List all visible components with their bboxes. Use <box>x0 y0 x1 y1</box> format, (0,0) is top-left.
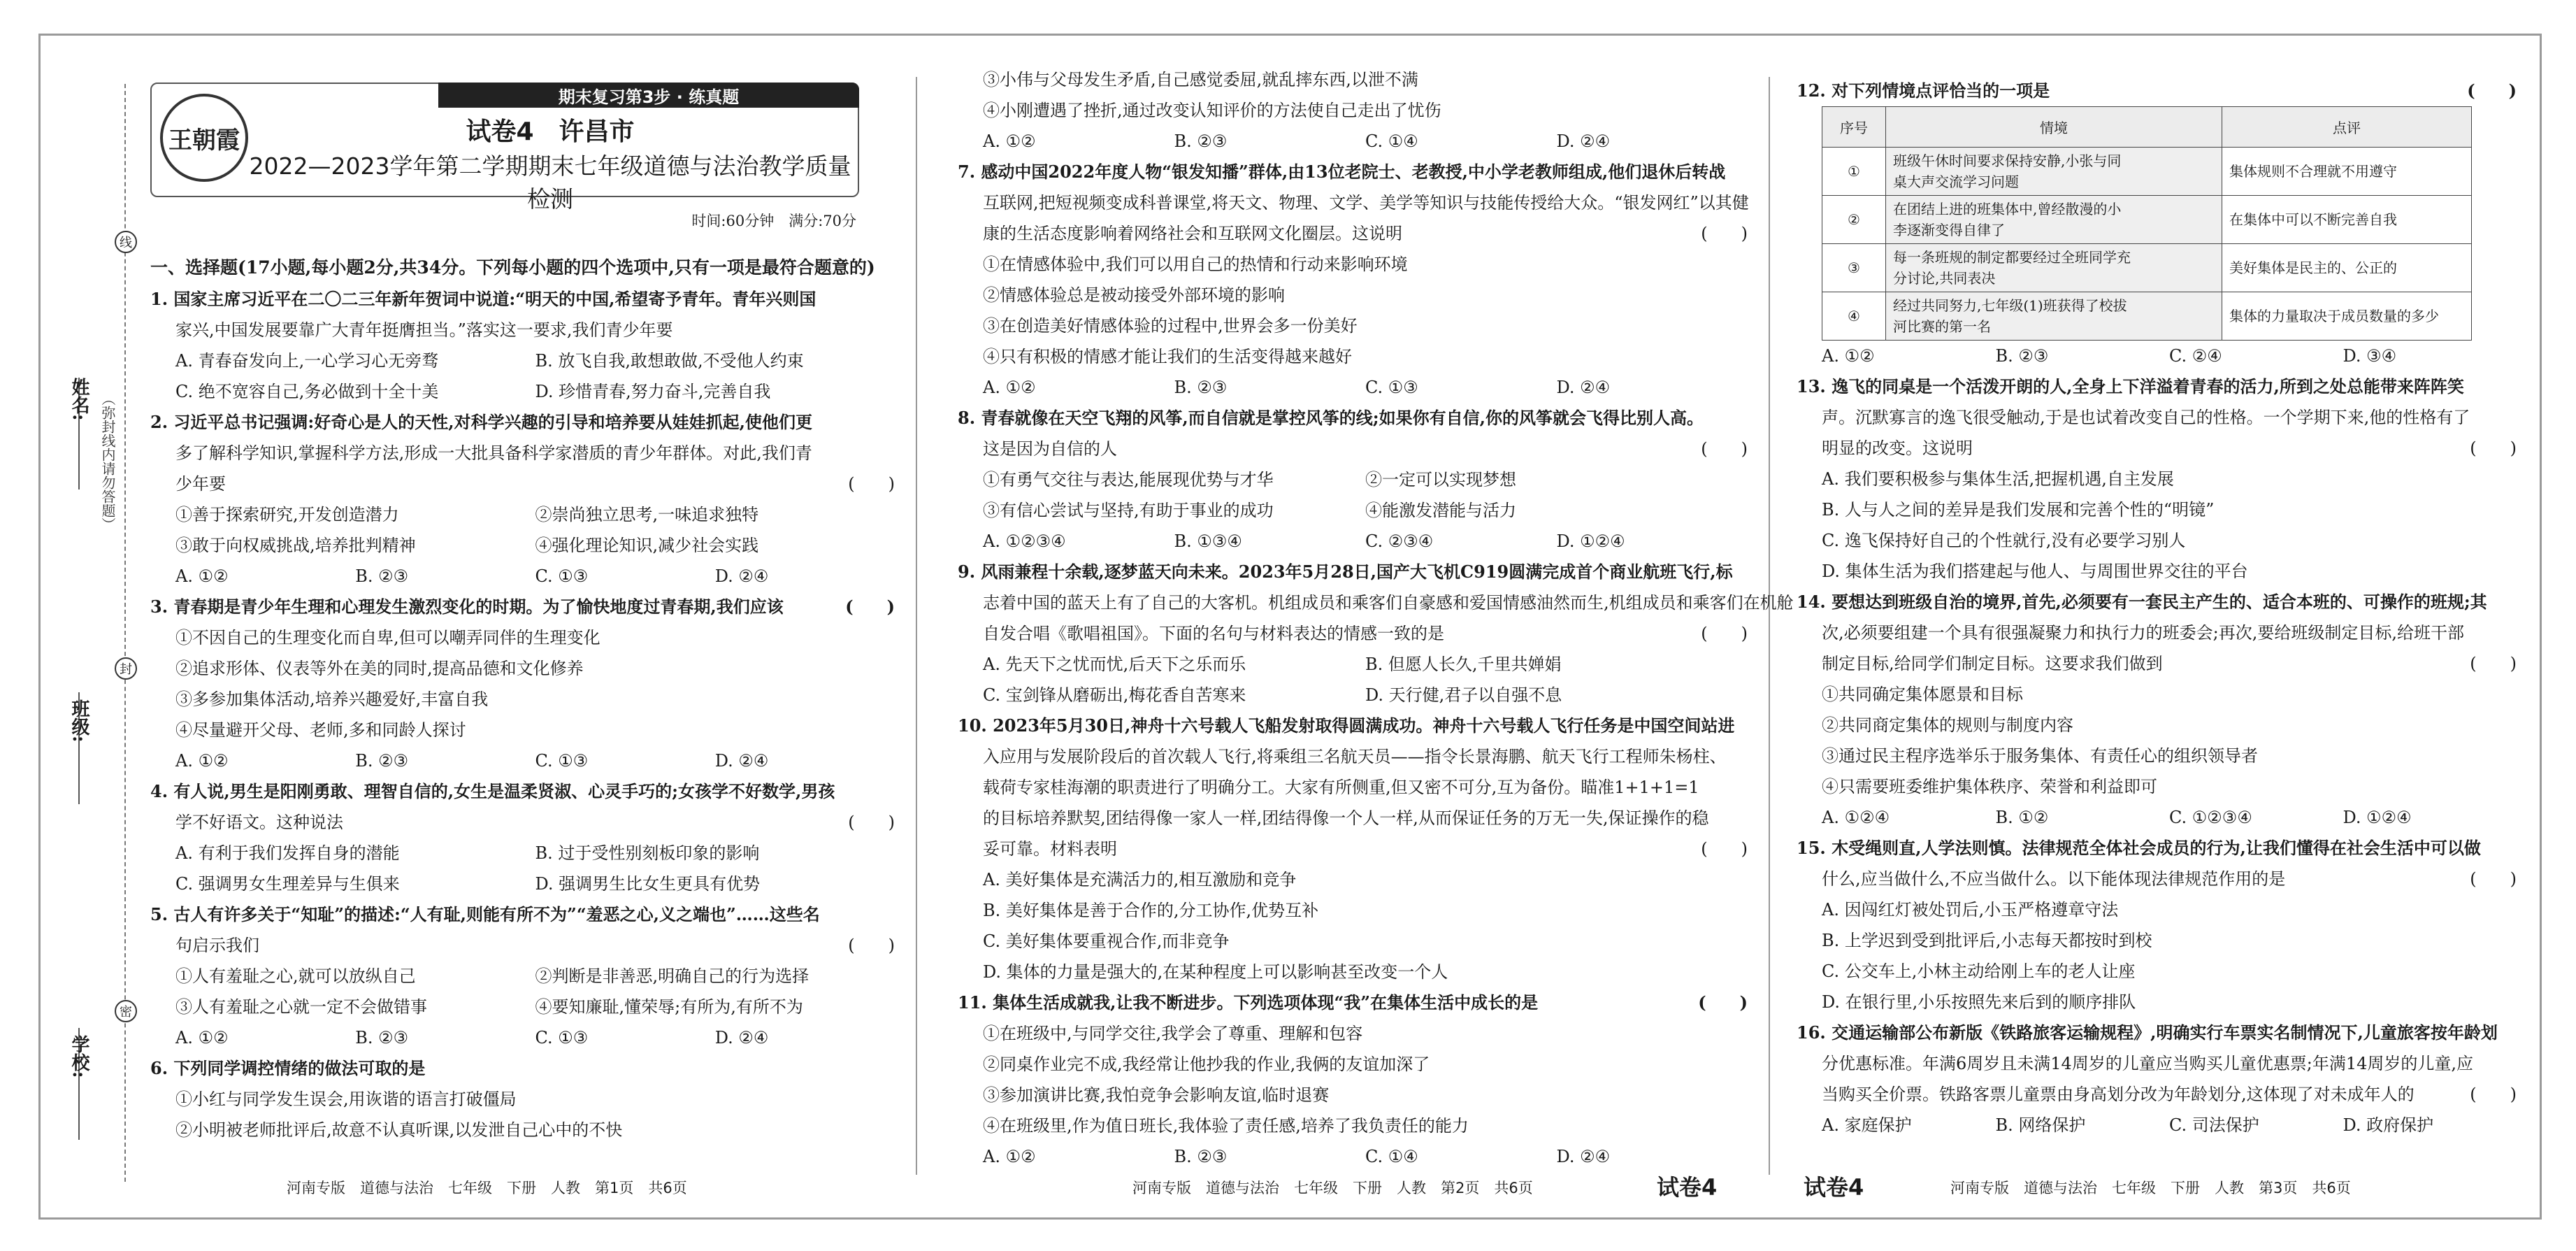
statement: ②崇尚独立思考,一味追求独特 <box>535 505 759 524</box>
statements <box>958 464 1748 495</box>
question-text: 什么,应当做什么,不应当做什么。以下能体现法律规范作用的是 ( ) <box>1797 864 2517 894</box>
statement: ①人有羞耻之心,就可以放纵自己 <box>175 966 416 986</box>
statement: ④尽量避开父母、老师,多和同龄人探讨 <box>175 720 466 740</box>
scenario-cell: 班级午休时间要求保持安静,小张与同 桌大声交流学习问题 <box>1886 148 2222 196</box>
option-b[interactable]: B. 美好集体是善于合作的,分工协作,优势互补 <box>983 901 1319 920</box>
options <box>150 745 895 776</box>
question-text: 的目标培养默契,团结得像一家人一样,团结得像一个人一样,从而保证任务的万无一失,保证操作的稳 <box>983 808 1709 828</box>
statements <box>150 992 895 1022</box>
option-b[interactable]: B. ②③ <box>355 751 409 771</box>
table-row <box>1822 292 2472 341</box>
statement: ②情感体验总是被动接受外部环境的影响 <box>983 285 1285 305</box>
option-c[interactable]: C. 宝剑锋从磨砺出,梅花香自苦寒来 <box>983 685 1246 705</box>
time-score: 时间:60分钟 满分:70分 <box>691 213 856 229</box>
question-14: 14. 要想达到班级自治的境界,首先,必须要有一套民主产生的、适合本班的、可操作的班规;其 <box>1797 592 2487 612</box>
table-header: 情境 <box>1886 107 2222 148</box>
option-c[interactable]: C. 绝不宽容自己,务必做到十全十美 <box>175 382 439 401</box>
table-row <box>1822 196 2472 244</box>
question-12: 12. 对下列情境点评恰当的一项是 ( ) <box>1797 76 2517 106</box>
option-a[interactable]: A. ①②③④ <box>983 531 1066 551</box>
options <box>150 1022 895 1053</box>
column-3 <box>1797 76 2517 1141</box>
option-b[interactable]: B. ②③ <box>355 566 409 586</box>
options <box>1797 1110 2517 1141</box>
option-a[interactable]: A. 美好集体是充满活力的,相互激励和竞争 <box>983 870 1297 889</box>
option-a[interactable]: A. 我们要积极参与集体生活,把握机遇,自主发展 <box>1822 469 2174 489</box>
answer-bracket[interactable]: ( ) <box>2470 869 2517 889</box>
seal-note: （弥封线内请勿答题） <box>99 392 116 531</box>
seal-mark-line: 线 <box>115 231 137 253</box>
paper-mark-right: 试卷4 <box>1804 1174 1864 1201</box>
statement: ②共同商定集体的规则与制度内容 <box>1822 715 2073 735</box>
answer-bracket[interactable]: ( ) <box>848 813 895 832</box>
option-a[interactable]: A. ①② <box>983 378 1036 397</box>
question-text: 少年要 ( ) <box>150 469 895 499</box>
question-13: 13. 逸飞的同桌是一个活泼开朗的人,全身上下洋溢着青春的活力,所到之处总能带来阵阵笑 <box>1797 376 2464 396</box>
answer-bracket[interactable]: ( ) <box>2470 1085 2517 1104</box>
answer-bracket[interactable]: ( ) <box>848 936 895 955</box>
option-c[interactable]: C. ①③ <box>535 751 589 771</box>
answer-bracket[interactable]: ( ) <box>2470 438 2517 458</box>
option-a[interactable]: A. 先天下之忧而忧,后天下之乐而乐 <box>983 655 1246 674</box>
statement: ③有信心尝试与坚持,有助于事业的成功 <box>983 501 1274 520</box>
option-d[interactable]: D. 在银行里,小乐按照先来后到的顺序排队 <box>1822 992 2136 1012</box>
table-row <box>1822 244 2472 292</box>
row-number: ③ <box>1822 244 1886 292</box>
option-a[interactable]: A. ①② <box>175 751 229 771</box>
question-text: 家兴,中国发展要靠广大青年挺膺担当。”落实这一要求,我们青少年要 <box>175 320 673 340</box>
question-text: 分优惠标准。年满6周岁且未满14周岁的儿童应当购买儿童优惠票;年满14周岁的儿童,应 <box>1822 1054 2474 1073</box>
question-text: 这是因为自信的人 ( ) <box>958 434 1748 464</box>
statement: ①在情感体验中,我们可以用自己的热情和行动来影响环境 <box>983 255 1408 274</box>
question-15: 15. 木受绳则直,人学法则慎。法律规范全体社会成员的行为,让我们懂得在社会生活中可以做 <box>1797 838 2481 858</box>
option-d[interactable]: D. ①②④ <box>1556 531 1625 551</box>
table-header: 点评 <box>2222 107 2472 148</box>
statement: ③参加演讲比赛,我怕竞争会影响友谊,临时退赛 <box>983 1085 1330 1105</box>
paper-subtitle: 2022—2023学年第二学期期末七年级道德与法治教学质量检测 <box>249 152 851 213</box>
statements <box>958 495 1748 526</box>
options <box>1797 341 2517 371</box>
question-text: 制定目标,给同学们制定目标。这要求我们做到 ( ) <box>1797 648 2517 679</box>
table-row <box>1822 148 2472 196</box>
comment-cell: 集体规则不合理就不用遵守 <box>2222 148 2472 196</box>
option-d[interactable]: D. ②④ <box>714 751 769 771</box>
options <box>150 345 895 376</box>
scenario-cell: 经过共同努力,七年级(1)班获得了校拔 河比赛的第一名 <box>1886 292 2222 341</box>
statement: ①善于探索研究,开发创造潜力 <box>175 505 399 524</box>
statement: ②同桌作业完不成,我经常让他抄我的作业,我俩的友谊加深了 <box>983 1055 1430 1074</box>
statement: ①小红与同学发生误会,用诙谐的语言打破僵局 <box>175 1089 517 1109</box>
answer-bracket[interactable]: ( ) <box>1701 439 1748 459</box>
question-text: 载荷专家桂海潮的职责进行了明确分工。大家有所侧重,但又密不可分,互为备份。瞄准1+1+1=1 <box>983 778 1699 797</box>
question-5: 5. 古人有许多关于“知耻”的描述:“人有耻,则能有所不为”“羞恶之心,义之端也”……这些名 <box>150 904 820 924</box>
question-3: 3. 青春期是青少年生理和心理发生激烈变化的时期。为了愉快地度过青春期,我们应该 ( ) <box>150 592 895 622</box>
option-b[interactable]: B. 网络保护 <box>1995 1115 2086 1135</box>
answer-bracket[interactable]: ( ) <box>2467 80 2517 101</box>
options <box>150 561 895 592</box>
question-4: 4. 有人说,男生是阳刚勇敢、理智自信的,女生是温柔贤淑、心灵手巧的;女孩学不好数学,男孩 <box>150 781 835 801</box>
question-text: 妥可靠。材料表明 ( ) <box>958 834 1748 864</box>
options <box>1797 802 2517 833</box>
option-b[interactable]: B. ②③ <box>1174 1147 1228 1166</box>
option-d[interactable]: D. ③④ <box>2343 346 2397 366</box>
question-text: 次,必须要组建一个具有很强凝聚力和执行力的班委会;再次,要给班级制定目标,给班干部 <box>1822 623 2464 643</box>
options <box>958 1141 1748 1172</box>
option-d[interactable]: D. 珍惜青春,努力奋斗,完善自我 <box>535 382 771 401</box>
option-b[interactable]: B. 人与人之间的差异是我们发展和完善个性的“明镜” <box>1822 500 2215 520</box>
row-number: ④ <box>1822 292 1886 341</box>
option-d[interactable]: D. ②④ <box>1556 1147 1611 1166</box>
option-c[interactable]: C. ①③ <box>535 566 589 586</box>
option-b[interactable]: B. ②③ <box>1174 378 1228 397</box>
statement: ④要知廉耻,懂荣辱;有所为,有所不为 <box>535 997 803 1017</box>
options <box>150 868 895 899</box>
option-b[interactable]: B. 过于受性别刻板印象的影响 <box>535 843 760 863</box>
question-text: 志着中国的蓝天上有了自己的大客机。机组成员和乘客们自豪感和爱国情感油然而生,机组成员和乘客们在机舱 <box>983 593 1794 613</box>
option-a[interactable]: A. 因闯红灯被处罚后,小玉严格遵章守法 <box>1822 900 2119 920</box>
option-d[interactable]: D. ②④ <box>714 1028 769 1048</box>
question-text: 声。沉默寡言的逸飞很受触动,于是也试着改变自己的性格。一个学期下来,他的性格有了 <box>1822 408 2470 427</box>
option-c[interactable]: C. ①④ <box>1365 131 1418 151</box>
page-footer-2: 河南专版 道德与法治 七年级 下册 人教 第2页 共6页 <box>1132 1180 1533 1196</box>
statement: ③在创造美好情感体验的过程中,世界会多一份美好 <box>983 316 1358 336</box>
section-heading: 一、选择题(17小题,每小题2分,共34分。下列每小题的四个选项中,只有一项是最符合题意的) <box>150 257 875 278</box>
options <box>958 372 1748 403</box>
comment-cell: 美好集体是民主的、公正的 <box>2222 244 2472 292</box>
option-c[interactable]: C. ①②③④ <box>2169 808 2252 827</box>
question-text: 学不好语文。这种说法 ( ) <box>150 807 895 838</box>
question-7: 7. 感动中国2022年度人物“银发知播”群体,由13位老院士、老教授,中小学老教师组成,他们退休后转战 <box>958 162 1726 182</box>
options <box>150 838 895 868</box>
options <box>958 649 1748 680</box>
option-b[interactable]: B. ②③ <box>355 1028 409 1048</box>
option-b[interactable]: B. ①③④ <box>1174 531 1242 551</box>
option-c[interactable]: C. 美好集体要重视合作,而非竞争 <box>983 931 1230 951</box>
answer-bracket[interactable]: ( ) <box>2470 654 2517 673</box>
school-label: 学校: <box>69 1035 89 1078</box>
page-footer-1: 河南专版 道德与法治 七年级 下册 人教 第1页 共6页 <box>287 1180 687 1196</box>
option-c[interactable]: C. 逸飞保持好自己的个性就行,没有必要学习别人 <box>1822 531 2186 550</box>
statements <box>150 530 895 561</box>
option-b[interactable]: B. 上学迟到受到批评后,小志每天都按时到校 <box>1822 931 2152 950</box>
row-number: ② <box>1822 196 1886 244</box>
seal-mark-secret: 密 <box>115 1000 137 1022</box>
answer-bracket[interactable]: ( ) <box>1701 224 1748 243</box>
option-a[interactable]: A. ①② <box>175 566 229 586</box>
statement: ④只有积极的情感才能让我们的生活变得越来越好 <box>983 347 1352 366</box>
question-10: 10. 2023年5月30日,神舟十六号载人飞船发射取得圆满成功。神舟十六号载人飞行任务是中国空间站进 <box>958 715 1735 736</box>
question-text: 康的生活态度影响着网络社会和互联网文化圈层。这说明 ( ) <box>958 218 1748 249</box>
statement: ③多参加集体活动,培养兴趣爱好,丰富自我 <box>175 689 489 709</box>
option-d[interactable]: D. ①②④ <box>2343 808 2412 827</box>
question-8: 8. 青春就像在天空飞翔的风筝,而自信就是掌控风筝的线;如果你有自信,你的风筝就会飞得比别人高。 <box>958 408 1704 428</box>
options <box>150 376 895 407</box>
statements <box>150 961 895 992</box>
question-11: 11. 集体生活成就我,让我不断进步。下列选项体现“我”在集体生活中成长的是 ( ) <box>958 987 1748 1018</box>
question-1: 1. 国家主席习近平在二〇二三年新年贺词中说道:“明天的中国,希望寄予青年。青年兴则国 <box>150 289 816 309</box>
option-a[interactable]: A. 家庭保护 <box>1822 1115 1912 1135</box>
option-c[interactable]: C. ②③④ <box>1365 531 1434 551</box>
paper-mark-left: 试卷4 <box>1657 1174 1718 1201</box>
option-b[interactable]: B. 但愿人长久,千里共婵娟 <box>1365 655 1562 674</box>
question-text: 当购买全价票。铁路客票儿童票由身高划分改为年龄划分,这体现了对未成年人的 ( ) <box>1797 1079 2517 1110</box>
options <box>958 526 1748 557</box>
question-text: 明显的改变。这说明 ( ) <box>1797 433 2517 464</box>
option-c[interactable]: C. 司法保护 <box>2169 1115 2259 1135</box>
scenario-cell: 在团结上进的班集体中,曾经散漫的小 李逐渐变得自律了 <box>1886 196 2222 244</box>
option-d[interactable]: D. ②④ <box>714 566 769 586</box>
option-d[interactable]: D. ②④ <box>1556 378 1611 397</box>
review-band: 期末复习第3步 · 练真题 <box>438 83 859 108</box>
scenario-table <box>1822 106 2472 341</box>
option-a[interactable]: A. 青春奋发向上,一心学习心无旁骛 <box>175 351 439 371</box>
question-text: 多了解科学知识,掌握科学方法,形成一大批具备科学家潜质的青少年群体。对此,我们青 <box>175 443 812 463</box>
statement: ②小明被老师批评后,故意不认真听课,以发泄自己心中的不快 <box>175 1120 623 1140</box>
statement: ④只需要班委维护集体秩序、荣誉和利益即可 <box>1822 777 2157 796</box>
row-number: ① <box>1822 148 1886 196</box>
table-header: 序号 <box>1822 107 1886 148</box>
paper-header <box>150 83 859 213</box>
option-c[interactable]: C. ①④ <box>1365 1147 1418 1166</box>
option-b[interactable]: B. 放飞自我,敢想敢做,不受他人约束 <box>535 351 804 371</box>
option-c[interactable]: C. ①③ <box>1365 378 1418 397</box>
option-a[interactable]: A. ①② <box>983 131 1036 151</box>
statement: ②判断是非善恶,明确自己的行为选择 <box>535 966 810 986</box>
option-a[interactable]: A. ①② <box>175 1028 229 1048</box>
option-c[interactable]: C. ①③ <box>535 1028 589 1048</box>
answer-bracket[interactable]: ( ) <box>845 596 895 617</box>
option-a[interactable]: A. ①②④ <box>1822 808 1890 827</box>
statements <box>150 499 895 530</box>
answer-bracket[interactable]: ( ) <box>1698 992 1748 1013</box>
option-c[interactable]: C. 强调男女生理差异与生俱来 <box>175 874 400 894</box>
comment-cell: 集体的力量取决于成员数量的多少 <box>2222 292 2472 341</box>
statement: ④强化理论知识,减少社会实践 <box>535 536 759 555</box>
answer-bracket[interactable]: ( ) <box>1701 624 1748 643</box>
comment-cell: 在集体中可以不断完善自我 <box>2222 196 2472 244</box>
answer-bracket[interactable]: ( ) <box>1701 839 1748 859</box>
question-2: 2. 习近平总书记强调:好奇心是人的天性,对科学兴趣的引导和培养要从娃娃抓起,使他们更 <box>150 412 812 432</box>
answer-bracket[interactable]: ( ) <box>848 474 895 494</box>
question-16: 16. 交通运输部公布新版《铁路旅客运输规程》,明确实行车票实名制情况下,儿童旅客按年龄划 <box>1797 1022 2498 1043</box>
question-6: 6. 下列同学调控情绪的做法可取的是 <box>150 1058 426 1078</box>
question-text: 句启示我们 ( ) <box>150 930 895 961</box>
statement: ②追求形体、仪表等外在美的同时,提高品德和文化修养 <box>175 659 584 678</box>
option-d[interactable]: D. 集体的力量是强大的,在某种程度上可以影响甚至改变一个人 <box>983 962 1448 982</box>
statement: ③敢于向权威挑战,培养批判精神 <box>175 536 416 555</box>
question-9: 9. 风雨兼程十余载,逐梦蓝天向未来。2023年5月28日,国产大飞机C919圆满完成首个商业航班飞行,标 <box>958 562 1733 582</box>
question-text: 入应用与发展阶段后的首次载人飞行,将乘组三名航天员——指令长景海鹏、航天飞行工程师朱杨柱、 <box>983 747 1727 766</box>
seal-mark-seal: 封 <box>115 657 137 680</box>
option-a[interactable]: A. ①② <box>983 1147 1036 1166</box>
column-1 <box>150 252 895 1145</box>
page-footer-3: 河南专版 道德与法治 七年级 下册 人教 第3页 共6页 <box>1950 1180 2351 1196</box>
question-text: 自发合唱《歌唱祖国》。下面的名句与材料表达的情感一致的是 ( ) <box>958 618 1748 649</box>
paper-title: 试卷4 许昌市 <box>466 117 635 146</box>
option-b[interactable]: B. ①② <box>1995 808 2049 827</box>
options <box>958 126 1748 157</box>
option-b[interactable]: B. ②③ <box>1995 346 2049 366</box>
option-a[interactable]: A. ①② <box>1822 346 1875 366</box>
column-divider <box>1769 77 1770 1175</box>
option-d[interactable]: D. ②④ <box>1556 131 1611 151</box>
name-label: 姓名: <box>69 378 89 421</box>
statement: ①有勇气交往与表达,能展现优势与才华 <box>983 470 1274 489</box>
option-b[interactable]: B. ②③ <box>1174 131 1228 151</box>
option-c[interactable]: C. 公交车上,小林主动给刚上车的老人让座 <box>1822 962 2136 981</box>
option-d[interactable]: D. 政府保护 <box>2343 1115 2434 1135</box>
option-a[interactable]: A. 有利于我们发挥自身的潜能 <box>175 843 400 863</box>
statement: ③人有羞耻之心就一定不会做错事 <box>175 997 427 1017</box>
statement: ②一定可以实现梦想 <box>1365 470 1516 489</box>
option-d[interactable]: D. 天行健,君子以自强不息 <box>1365 685 1562 705</box>
column-2 <box>958 64 1794 1172</box>
scenario-cell: 每一条班规的制定都要经过全班同学充 分讨论,共同表决 <box>1886 244 2222 292</box>
statement: ④小刚遭遇了挫折,通过改变认知评价的方法使自己走出了忧伤 <box>983 101 1441 120</box>
question-text: 互联网,把短视频变成科普课堂,将天文、物理、文学、美学等知识与技能传授给大众。“银发网红”以其健 <box>983 193 1749 213</box>
logo-text: 王朝霞 <box>168 126 240 155</box>
statement: ③通过民主程序选举乐于服务集体、有责任心的组织领导者 <box>1822 746 2258 766</box>
statement: ④在班级里,作为值日班长,我体验了责任感,培养了我负责任的能力 <box>983 1116 1469 1136</box>
statement: ①在班级中,与同学交往,我学会了尊重、理解和包容 <box>983 1024 1363 1043</box>
option-c[interactable]: C. ②④ <box>2169 346 2222 366</box>
option-d[interactable]: D. 集体生活为我们搭建起与他人、与周围世界交往的平台 <box>1822 562 2248 581</box>
statement: ③小伟与父母发生矛盾,自己感觉委屈,就乱摔东西,以泄不满 <box>983 70 1418 90</box>
class-label: 班级: <box>69 699 89 743</box>
column-divider <box>916 77 917 1175</box>
statement: ①不因自己的生理变化而自卑,但可以嘲弄同伴的生理变化 <box>175 628 600 648</box>
option-d[interactable]: D. 强调男生比女生更具有优势 <box>535 874 761 894</box>
statement: ①共同确定集体愿景和目标 <box>1822 685 2023 704</box>
options <box>958 680 1748 710</box>
statement: ④能激发潜能与活力 <box>1365 501 1516 520</box>
publisher-logo <box>160 94 248 182</box>
